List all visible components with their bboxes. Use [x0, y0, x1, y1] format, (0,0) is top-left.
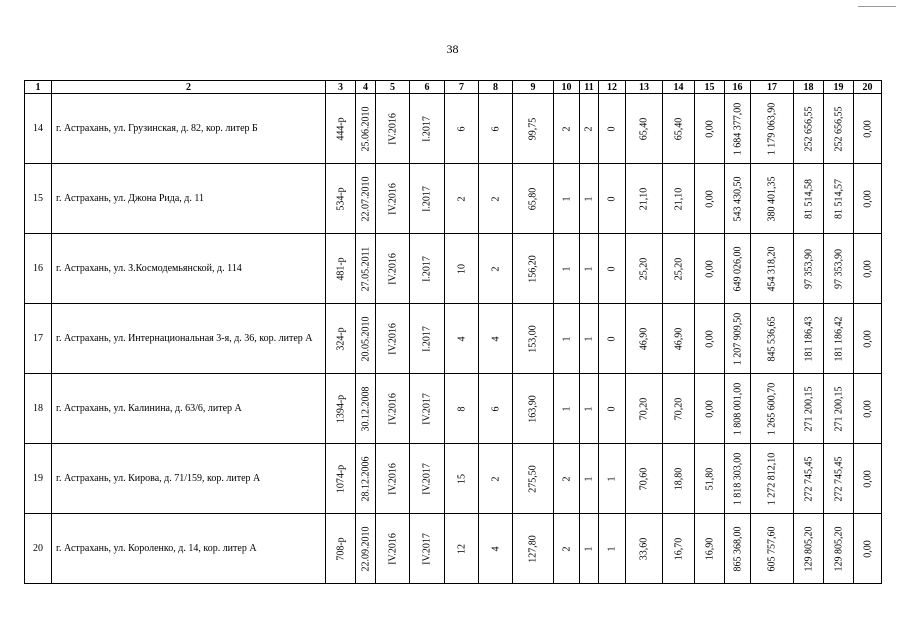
cell-value: 272 745,45: [833, 456, 844, 501]
cell-value: 2: [561, 476, 572, 481]
cell-value: 70,20: [638, 397, 650, 420]
cell-value: 0,00: [862, 119, 873, 138]
table-cell: [854, 444, 882, 514]
cell-value: 10: [456, 263, 467, 274]
table-cell: [479, 374, 513, 444]
cell-value: 1074-р: [335, 464, 346, 493]
table-cell: [356, 304, 376, 374]
table-cell: [626, 164, 663, 234]
row-number: 19: [25, 444, 52, 514]
table-cell: [626, 234, 663, 304]
cell-value: 16,90: [704, 537, 715, 560]
table-cell: [356, 94, 376, 164]
table-cell: [599, 304, 626, 374]
table-row: [25, 374, 882, 444]
table-cell: [580, 304, 599, 374]
cell-value: 2: [561, 126, 572, 131]
cell-value: 1: [583, 546, 595, 551]
table-cell: [410, 514, 445, 584]
table-cell: [695, 304, 725, 374]
table-cell: [554, 374, 580, 444]
cell-value: 97 353,90: [833, 248, 844, 289]
table-cell: [794, 304, 824, 374]
table-cell: [580, 94, 599, 164]
column-header: 10: [554, 81, 580, 94]
cell-value: 1 265 600,70: [766, 382, 778, 435]
table-cell: [513, 304, 554, 374]
row-number: 16: [25, 234, 52, 304]
cell-value: 0: [606, 196, 618, 201]
cell-value: I.2017: [421, 185, 433, 212]
cell-value: 0,00: [862, 329, 873, 348]
cell-value: 153,00: [527, 324, 539, 353]
cell-value: IV.2016: [387, 182, 398, 215]
table-row: [25, 444, 882, 514]
cell-value: IV.2017: [421, 532, 433, 565]
table-cell: [513, 444, 554, 514]
cell-value: 65,80: [527, 187, 539, 210]
table-cell: [580, 444, 599, 514]
cell-value: 27.05.2011: [360, 246, 371, 291]
cell-value: 1: [583, 196, 595, 201]
table-cell: [599, 94, 626, 164]
cell-value: 272 745,45: [803, 456, 814, 501]
column-header: 9: [513, 81, 554, 94]
table-cell: [376, 234, 410, 304]
table-cell: [663, 444, 695, 514]
address-cell: г. Астрахань, ул. Калинина, д. 63/6, литер А: [52, 374, 326, 444]
cell-value: 21,10: [638, 187, 650, 210]
cell-value: 4: [490, 546, 501, 551]
cell-value: 25.06.2010: [360, 106, 371, 151]
column-header: 11: [580, 81, 599, 94]
table-cell: [695, 94, 725, 164]
cell-value: 65,40: [673, 117, 684, 140]
cell-value: 33,60: [638, 537, 650, 560]
cell-value: 275,50: [527, 464, 539, 493]
cell-value: IV.2016: [387, 462, 398, 495]
column-header: 12: [599, 81, 626, 94]
table-cell: [513, 514, 554, 584]
cell-value: 0: [606, 266, 618, 271]
cell-value: 708-р: [335, 536, 346, 561]
cell-value: 271 200,15: [803, 386, 814, 431]
table-cell: [854, 164, 882, 234]
cell-value: 1: [583, 406, 595, 411]
cell-value: 129 805,20: [833, 526, 844, 571]
table-cell: [751, 514, 794, 584]
cell-value: 1: [606, 546, 618, 551]
cell-value: 1 808 001,00: [732, 382, 743, 435]
cell-value: 649 026,00: [732, 246, 743, 291]
table-cell: [751, 304, 794, 374]
cell-value: 1 818 303,00: [732, 452, 743, 505]
table-cell: [479, 94, 513, 164]
table-cell: [513, 234, 554, 304]
cell-value: 1: [561, 406, 572, 411]
table-cell: [445, 234, 479, 304]
table-cell: [663, 304, 695, 374]
cell-value: 0,00: [704, 399, 715, 418]
cell-value: 65,40: [638, 117, 650, 140]
table-cell: [580, 374, 599, 444]
table-cell: [626, 304, 663, 374]
table-cell: [695, 444, 725, 514]
cell-value: 12: [456, 543, 467, 554]
table-row: [25, 164, 882, 234]
cell-value: 0: [606, 406, 618, 411]
cell-value: 99,75: [527, 117, 539, 140]
table-cell: [751, 444, 794, 514]
cell-value: 4: [456, 336, 467, 341]
cell-value: 0: [606, 336, 618, 341]
cell-value: 1 272 812,10: [766, 452, 778, 505]
cell-value: I.2017: [421, 115, 433, 142]
cell-value: 6: [456, 126, 467, 131]
column-header: 2: [52, 81, 326, 94]
cell-value: 1 179 063,90: [766, 102, 778, 155]
cell-value: 70,60: [638, 467, 650, 490]
table-cell: [626, 514, 663, 584]
cell-value: 16,70: [673, 537, 684, 560]
cell-value: 22.07.2010: [360, 176, 371, 221]
table-cell: [326, 374, 356, 444]
table-cell: [580, 514, 599, 584]
table-cell: [695, 374, 725, 444]
table-cell: [626, 94, 663, 164]
table-cell: [824, 94, 854, 164]
cell-value: 543 430,50: [732, 176, 743, 221]
table-cell: [794, 374, 824, 444]
cell-value: 1 684 377,00: [732, 102, 743, 155]
column-header: 17: [751, 81, 794, 94]
cell-value: 97 353,90: [803, 248, 814, 289]
cell-value: IV.2016: [387, 532, 398, 565]
address-cell: г. Астрахань, ул. Джона Рида, д. 11: [52, 164, 326, 234]
cell-value: 1 207 909,50: [732, 312, 743, 365]
table-cell: [356, 374, 376, 444]
cell-value: 845 536,65: [766, 316, 778, 361]
table-cell: [479, 514, 513, 584]
table-cell: [376, 514, 410, 584]
cell-value: IV.2017: [421, 462, 433, 495]
table-cell: [663, 164, 695, 234]
table-cell: [854, 374, 882, 444]
table-cell: [513, 164, 554, 234]
row-number: 18: [25, 374, 52, 444]
cell-value: 380 401,35: [766, 176, 778, 221]
cell-value: 1394-р: [335, 394, 346, 423]
cell-value: 0,00: [704, 189, 715, 208]
cell-value: 0,00: [862, 189, 873, 208]
cell-value: 8: [456, 406, 467, 411]
table-cell: [410, 234, 445, 304]
column-header: 16: [725, 81, 751, 94]
cell-value: 534-р: [335, 186, 346, 211]
column-header: 19: [824, 81, 854, 94]
table-cell: [599, 444, 626, 514]
table-cell: [599, 514, 626, 584]
cell-value: 252 656,55: [833, 106, 844, 151]
table-cell: [445, 444, 479, 514]
column-header: 5: [376, 81, 410, 94]
cell-value: IV.2016: [387, 392, 398, 425]
table-cell: [326, 234, 356, 304]
table-cell: [479, 304, 513, 374]
cell-value: 605 757,60: [766, 526, 778, 571]
cell-value: 181 186,43: [803, 316, 814, 361]
table-cell: [794, 234, 824, 304]
table-cell: [663, 94, 695, 164]
table-cell: [376, 164, 410, 234]
table-cell: [794, 514, 824, 584]
column-header: 1: [25, 81, 52, 94]
cell-value: 25,20: [638, 257, 650, 280]
table-cell: [751, 234, 794, 304]
column-header: 18: [794, 81, 824, 94]
cell-value: 30.12.2008: [360, 386, 371, 431]
table-cell: [580, 234, 599, 304]
table-cell: [410, 164, 445, 234]
table-cell: [663, 234, 695, 304]
table-cell: [479, 234, 513, 304]
cell-value: 481-р: [335, 256, 346, 281]
table-cell: [479, 164, 513, 234]
cell-value: 81 514,58: [803, 178, 814, 219]
table-cell: [794, 164, 824, 234]
cell-value: 70,20: [673, 397, 684, 420]
table-cell: [725, 444, 751, 514]
table-cell: [794, 94, 824, 164]
table-cell: [751, 374, 794, 444]
table-cell: [663, 374, 695, 444]
table-cell: [824, 514, 854, 584]
table-cell: [695, 164, 725, 234]
table-cell: [326, 444, 356, 514]
cell-value: 1: [561, 336, 572, 341]
cell-value: 324-р: [335, 326, 346, 351]
table-cell: [725, 94, 751, 164]
table-cell: [824, 234, 854, 304]
column-header: 8: [479, 81, 513, 94]
cell-value: 2: [490, 196, 501, 201]
table-cell: [326, 164, 356, 234]
cell-value: 25,20: [673, 257, 684, 280]
table-cell: [326, 304, 356, 374]
cell-value: IV.2016: [387, 112, 398, 145]
cell-value: 0,00: [704, 259, 715, 278]
cell-value: 1: [583, 476, 595, 481]
cell-value: 18,80: [673, 467, 684, 490]
table-cell: [725, 164, 751, 234]
top-right-line: [858, 6, 896, 7]
cell-value: 0: [606, 126, 618, 131]
cell-value: 181 186,42: [833, 316, 844, 361]
table-cell: [663, 514, 695, 584]
table-cell: [824, 374, 854, 444]
table-cell: [695, 234, 725, 304]
table-cell: [725, 514, 751, 584]
cell-value: IV.2016: [387, 322, 398, 355]
cell-value: 51,80: [704, 467, 715, 490]
table-cell: [445, 304, 479, 374]
cell-value: 1: [561, 196, 572, 201]
cell-value: 0,00: [862, 399, 873, 418]
cell-value: 6: [490, 406, 501, 411]
table-cell: [513, 94, 554, 164]
table-cell: [513, 374, 554, 444]
address-cell: г. Астрахань, ул. Интернациональная 3-я, д. 36, кор. литер А: [52, 304, 326, 374]
cell-value: 2: [456, 196, 467, 201]
table-cell: [410, 374, 445, 444]
address-cell: г. Астрахань, ул. Грузинская, д. 82, кор. литер Б: [52, 94, 326, 164]
row-number: 14: [25, 94, 52, 164]
column-header: 14: [663, 81, 695, 94]
column-header: 13: [626, 81, 663, 94]
table-cell: [554, 234, 580, 304]
cell-value: 0,00: [862, 539, 873, 558]
cell-value: 28.12.2006: [360, 456, 371, 501]
table-cell: [599, 374, 626, 444]
table-cell: [554, 304, 580, 374]
table-cell: [626, 374, 663, 444]
cell-value: I.2017: [421, 255, 433, 282]
row-number: 20: [25, 514, 52, 584]
cell-value: 163,90: [527, 394, 539, 423]
table-cell: [356, 444, 376, 514]
table-cell: [824, 164, 854, 234]
table-cell: [445, 374, 479, 444]
table-cell: [751, 94, 794, 164]
row-number: 17: [25, 304, 52, 374]
table-row: [25, 94, 882, 164]
table-cell: [356, 164, 376, 234]
column-header: 20: [854, 81, 882, 94]
table-cell: [554, 514, 580, 584]
cell-value: 0,00: [704, 329, 715, 348]
address-cell: г. Астрахань, ул. Кирова, д. 71/159, кор. литер А: [52, 444, 326, 514]
table-cell: [854, 94, 882, 164]
cell-value: 21,10: [673, 187, 684, 210]
table-cell: [725, 234, 751, 304]
cell-value: 127,80: [527, 534, 539, 563]
table-cell: [794, 444, 824, 514]
table-cell: [410, 444, 445, 514]
table-cell: [599, 234, 626, 304]
cell-value: 454 318,20: [766, 246, 778, 291]
page-number: 38: [446, 42, 459, 56]
cell-value: 20.05.2010: [360, 316, 371, 361]
cell-value: 6: [490, 126, 501, 131]
table-cell: [626, 444, 663, 514]
table-cell: [356, 234, 376, 304]
cell-value: 46,90: [673, 327, 684, 350]
cell-value: 252 656,55: [803, 106, 814, 151]
header-row: [25, 81, 882, 94]
address-cell: г. Астрахань, ул. З.Космодемьянской, д. 114: [52, 234, 326, 304]
cell-value: IV.2016: [387, 252, 398, 285]
table-cell: [854, 234, 882, 304]
table-cell: [376, 304, 410, 374]
table-cell: [824, 304, 854, 374]
table-row: [25, 514, 882, 584]
cell-value: 46,90: [638, 327, 650, 350]
table-cell: [410, 304, 445, 374]
data-table: [24, 80, 882, 584]
cell-value: 2: [583, 126, 595, 131]
cell-value: 444-р: [335, 116, 346, 141]
table-cell: [751, 164, 794, 234]
cell-value: 81 514,57: [833, 178, 844, 219]
cell-value: I.2017: [421, 325, 433, 352]
row-number: 15: [25, 164, 52, 234]
table-cell: [580, 164, 599, 234]
table-cell: [854, 514, 882, 584]
cell-value: 865 368,00: [732, 526, 743, 571]
table-cell: [725, 374, 751, 444]
cell-value: 2: [490, 476, 501, 481]
table-cell: [326, 514, 356, 584]
cell-value: 1: [583, 266, 595, 271]
column-header: 4: [356, 81, 376, 94]
cell-value: 1: [606, 476, 618, 481]
column-header: 7: [445, 81, 479, 94]
table-cell: [725, 304, 751, 374]
cell-value: 2: [561, 546, 572, 551]
cell-value: 4: [490, 336, 501, 341]
table-cell: [554, 444, 580, 514]
cell-value: IV.2017: [421, 392, 433, 425]
table-cell: [445, 94, 479, 164]
cell-value: 15: [456, 473, 467, 484]
cell-value: 1: [561, 266, 572, 271]
table-cell: [410, 94, 445, 164]
cell-value: 1: [583, 336, 595, 341]
table-cell: [554, 94, 580, 164]
column-header: 6: [410, 81, 445, 94]
cell-value: 0,00: [704, 119, 715, 138]
table-row: [25, 234, 882, 304]
cell-value: 156,20: [527, 254, 539, 283]
table-cell: [824, 444, 854, 514]
table-cell: [376, 444, 410, 514]
table-cell: [445, 514, 479, 584]
cell-value: 2: [490, 266, 501, 271]
cell-value: 129 805,20: [803, 526, 814, 571]
table-cell: [695, 514, 725, 584]
cell-value: 271 200,15: [833, 386, 844, 431]
table-cell: [445, 164, 479, 234]
cell-value: 0,00: [862, 469, 873, 488]
table-cell: [479, 444, 513, 514]
table-cell: [554, 164, 580, 234]
table-cell: [376, 374, 410, 444]
table-cell: [356, 514, 376, 584]
table-row: [25, 304, 882, 374]
table-cell: [326, 94, 356, 164]
cell-value: 0,00: [862, 259, 873, 278]
column-header: 3: [326, 81, 356, 94]
column-header: 15: [695, 81, 725, 94]
address-cell: г. Астрахань, ул. Короленко, д. 14, кор. литер А: [52, 514, 326, 584]
table-cell: [376, 94, 410, 164]
table-cell: [854, 304, 882, 374]
cell-value: 22.09.2010: [360, 526, 371, 571]
table-cell: [599, 164, 626, 234]
